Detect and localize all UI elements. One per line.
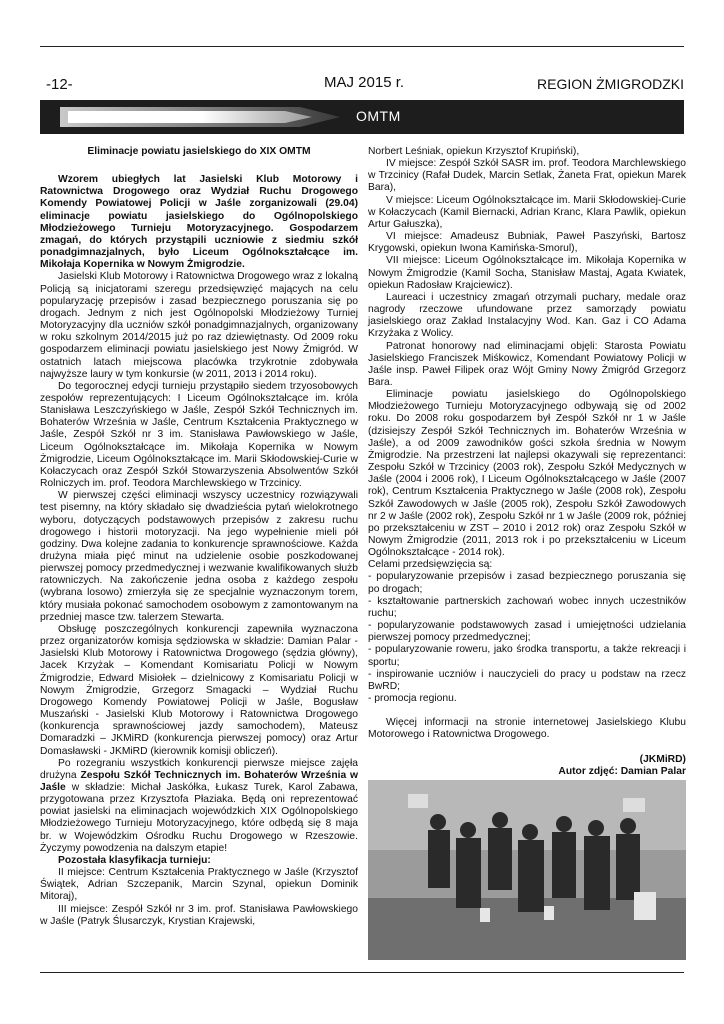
goal-item: - kształtowanie partnerskich zachowań wobec innych uczestników ruchu;	[368, 595, 686, 619]
text-span: Po rozegraniu wszystkich konkurencji pierwsze miejsce zajęła drużyna	[40, 757, 358, 781]
section-banner	[40, 100, 684, 134]
article-lead: Wzorem ubiegłych lat Jasielski Klub Motorowy i Ratownictwa Drogowego oraz Wydział Ruchu Drogowego Komendy Powiatowej Policji w Jaśle zorganizowali (29.04) eliminacje powiatu jasielskiego do Ogólnopolskiego Młodzieżowego Turnieju Motoryzacyjnego. Gospodarzem zmagań, do których przystąpili uczniowie z siedmiu szkół ponadgimnazjalnych, było Liceum Ogólnokształcące im. Mikołaja Kopernika w Nowym Żmigrodzie.	[40, 174, 358, 271]
place-2: II miejsce: Centrum Kształcenia Praktycznego w Jaśle (Krzysztof Świątek, Adrian Szczepanik, Marcin Szynal, opiekun Dominik Mitoraj),	[40, 867, 358, 903]
group-photo-illustration	[368, 780, 686, 960]
goal-item: - popularyzowanie roweru, jako środka transportu, a także rekreacji i sportu;	[368, 644, 686, 668]
place-3: III miejsce: Zespół Szkół nr 3 im. prof. Stanisława Pawłowskiego w Jaśle (Patryk Ślusarczyk, Krystian Krajewski,	[40, 903, 358, 927]
classification-title: Pozostała klasyfikacja turnieju:	[58, 854, 211, 866]
section-label: OMTM	[356, 108, 401, 124]
paragraph-patronage: Patronat honorowy nad eliminacjami objęli: Starosta Powiatu Jasielskiego Franciszek Miśkowicz, Komendant Powiatowy Policji w Jaśle insp. Paweł Filipek oraz Wójt Gminy Nowy Żmigród Grzegorz Bara.	[368, 340, 686, 388]
paragraph-winner	[40, 758, 358, 855]
signature: (JKMiRD)	[639, 753, 686, 765]
page-number: -12-	[46, 76, 73, 93]
newspaper-title: REGION ŻMIGRODZKI	[537, 76, 684, 92]
goal-item: - inspirowanie uczniów i nauczycieli do pracy u podstaw na rzecz BwRD;	[368, 668, 686, 692]
goal-item: - promocja regionu.	[368, 693, 457, 705]
winner-team: Zespołu Szkół Technicznych im. Bohaterów Września w Jaśle	[40, 769, 359, 793]
photo-credit: Autor zdjęć: Damian Palar	[558, 765, 686, 777]
place-5: V miejsce: Liceum Ogólnokształcące im. Marii Skłodowskiej-Curie w Kołaczycach (Kamil Biernacki, Adrian Kranc, Klara Pawlik, opiekun Artur Gałuszka),	[368, 194, 686, 230]
issue-date: MAJ 2015 r.	[324, 74, 405, 91]
paragraph-prizes: Laureaci i uczestnicy zmagań otrzymali puchary, medale oraz nagrody rzeczowe ufundowane przez samorządy powiatu jasielskiego oraz Zakład Instalacyjny Wod. Kan. Gaz i CO Adama Krzyżaka z Wolicy.	[368, 291, 686, 340]
paragraph: Obsługę poszczególnych konkurencji zapewniła wyznaczona przez organizatorów komisja sędziowska w składzie: Damian Palar - Jasielski Klub Motorowy i Ratownictwa Drogowego (sędzia główny), Jacek Krzyżak – Komendant Komisariatu Policji w Nowym Żmigrodzie, Edward Misiołek – dzielnicowy z Komisariatu Policji w Nowym Żmigrodzie, Grzegorz Smagacki – Wydział Ruchu Drogowego Komendy Powiatowej Policji w Jaśle, Bogusław Muszański - Jasielski Klub Motorowy i Ratownictwa Drogowego (konkurencja sprawnościowej jazdy samochodem), Mateusz Domaradzki – JKMiRD (konkurencja pierwszej pomocy) oraz Artur Domasławski - JKMiRD (kierownik komisji obliczeń).	[40, 623, 358, 757]
paragraph: W pierwszej części eliminacji wszyscy uczestnicy rozwiązywali test pisemny, na który składało się dwadzieścia pytań wielokrotnego wyboru, dotyczących podstawowych przepisów z zakresu ruchu drogowego i historii motoryzacji. Na jego wypełnienie mieli pół godziny. Dwa kolejne zadania to konkurencje sprawnościowe. Każda drużyna miała pięć minut na udzielenie osobie poszkodowanej pierwszej pomocy przedmedycznej i wezwanie kwalifikowanych służb ratowniczych. Na zakończenie jedna osoba z każdego zespołu (wybrana losowo) zmierzyła się ze specjalnie wyznaczonym torem, który musiała pokonać samochodem osobowym z zamontowanym na przedniej masce tzw. talerzem Stewarta.	[40, 490, 358, 623]
goals-title: Celami przedsięwzięcia są:	[368, 559, 493, 571]
left-column	[40, 146, 358, 928]
right-column	[368, 146, 686, 960]
paragraph-history: Eliminacje powiatu jasielskiego do Ogólnopolskiego Młodzieżowego Turnieju Motoryzacyjnego odbywają się od 2002 roku. Do 2008 roku gospodarzem był Zespół Szkół nr 1 w Jaśle (dzisiejszy Zespół Szkół Technicznych im. Bohaterów Września w Jaśle), a od 2009 zawodników gości szkoła średnia w Nowym Żmigrodzie. Na przestrzeni lat najlepsi okazywali się reprezentanci: Zespołu Szkół w Trzcinicy (2003 rok), Zespołu Szkół Medycznych w Jaśle (2004 i 2006 rok), I Liceum Ogólnokształcącego w Jaśle (2007 rok), Centrum Kształcenia Praktycznego w Jaśle (2008 rok), Zespołu Szkół Zawodowych w Jaśle (2005 rok), Zespołu Szkół Zawodowych nr 2 w Jaśle (2002 rok), Zespołu Szkół nr 1 w Jaśle (2009 rok, później po przekształceniu w ZST – 2010 i 2012 rok) oraz Zespołu Szkół w Nowym Żmigrodzie (2011, 2013 rok i po przekształceniu w Liceum Ogólnokształcące - 2014 rok).	[368, 389, 686, 559]
text-span: w składzie: Michał Jaskółka, Łukasz Turek, Karol Zabawa, przygotowana przez Krzysztofa Płaziaka. Będą oni reprezentować powiat jasielski na eliminacjach wojewódzkich XIX Ogólnopolskiego Młodzieżowego Turnieju Motoryzacyjnego, które odbędą się 8 maja br. w Wojewódzkim Ośrodku Ruchu Drogowego w Rzeszowie. Życzymy powodzenia na dalszym etapie!	[40, 781, 358, 854]
place-3-continued: Norbert Leśniak, opiekun Krzysztof Krupiński),	[368, 146, 580, 157]
paragraph: Do tegorocznej edycji turnieju przystąpiło siedem trzyosobowych zespołów reprezentujących: I Liceum Ogólnokształcące im. króla Stanisława Leszczyńskiego w Jaśle, Zespół Szkół Technicznych im. Bohaterów Września w Jaśle, Centrum Kształcenia Praktycznego w Jaśle, Zespół Szkół nr 3 im. Stanisława Pawłowskiego w Jaśle, Liceum Ogólnokształcące im. Mikołaja Kopernika w Nowym Żmigrodzie, Liceum Ogólnokształcące im. Marii Skłodowskiej-Curie w Kołaczycach oraz Zespół Szkół Stowarzyszenia Absolwentów Szkół Rolniczych im. prof. Teodora Marchlewskiego w Trzcinicy.	[40, 380, 358, 490]
goal-item: - popularyzowanie podstawowych zasad i umiejętności udzielania pierwszej pomocy przedmedycznej;	[368, 620, 686, 644]
group-photo	[368, 780, 686, 960]
goal-item: - popularyzowanie przepisów i zasad bezpiecznego poruszania się po drogach;	[368, 571, 686, 595]
place-7: VII miejsce: Liceum Ogólnokształcące im. Mikołaja Kopernika w Nowym Żmigrodzie (Kamil Socha, Stanisław Mastaj, Agata Kwiatek, opiekun Radosław Krajciewicz).	[368, 255, 686, 291]
place-6: VI miejsce: Amadeusz Bubniak, Paweł Paszyński, Bartosz Krygowski, opiekun Iwona Kamińska-Smorul),	[368, 231, 686, 255]
paragraph: Jasielski Klub Motorowy i Ratownictwa Drogowego wraz z lokalną Policją są inicjatorami szeregu przedsięwzięć mających na celu popularyzację przepisów i zasad bezpiecznego poruszania się po drogach. Jednym z nich jest Ogólnopolski Młodzieżowy Turniej Motoryzacyjny dla uczniów szkół ponadgimnazjalnych, organizowany w roku szkolnym 2014/2015 już po raz dziewiętnasty. Od 2009 roku gospodarzem eliminacji powiatu jasielskiego jest Nowy Żmigród. W ostatnich latach miejscowa placówka trzykrotnie zdobywała najwyższe laury w tym konkursie (w 2011, 2013 i 2014 roku).	[40, 271, 358, 380]
bottom-rule	[40, 972, 684, 973]
article-title: Eliminacje powiatu jasielskiego do XIX OMTM	[87, 146, 311, 157]
more-info: Więcej informacji na stronie internetowej Jasielskiego Klubu Motorowego i Ratownictwa Drogowego.	[368, 717, 686, 741]
place-4: IV miejsce: Zespół Szkół SASR im. prof. Teodora Marchlewskiego w Trzcinicy (Rafał Dudek, Marcin Setlak, Żaneta Frat, opiekun Marek Bara),	[368, 158, 686, 194]
top-rule	[40, 46, 684, 47]
